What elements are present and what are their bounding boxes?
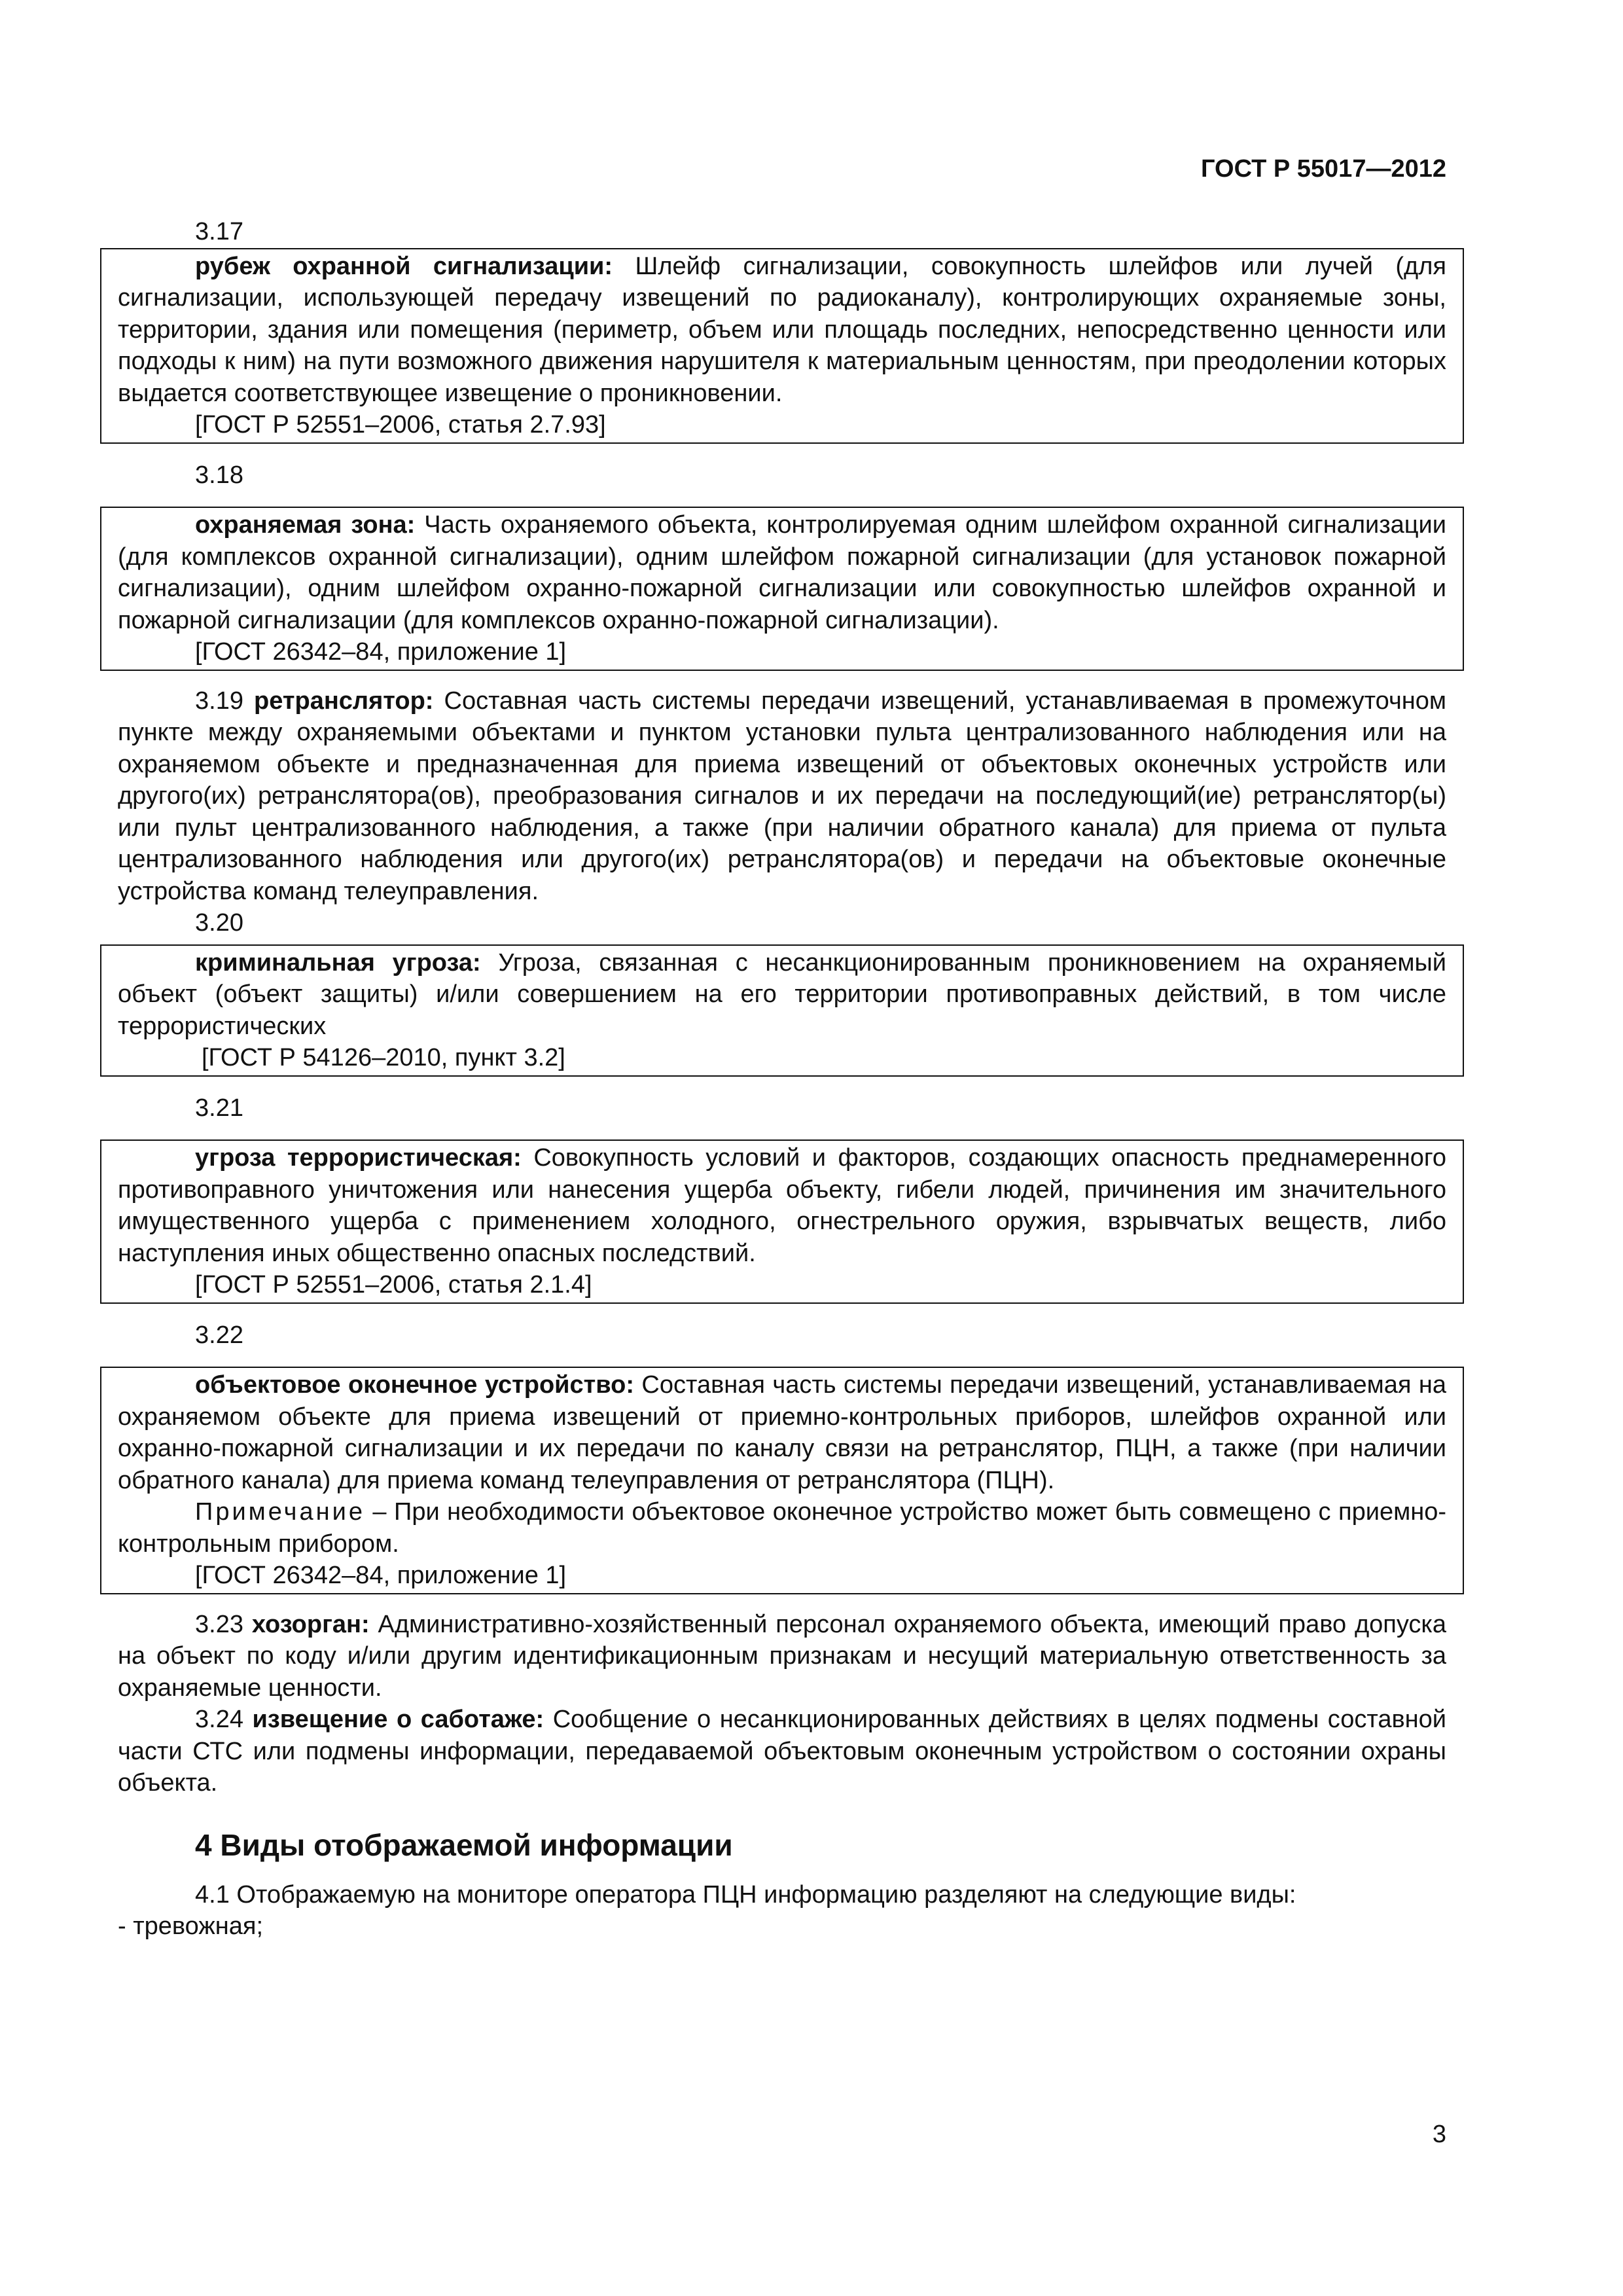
source-ref-3-22: [ГОСТ 26342–84, приложение 1]: [195, 1562, 567, 1589]
definition-text-3-24: [118, 1704, 1446, 1799]
definition-body-3-22: Составная часть системы передачи извещений, устанавливаемая на охраняемом объекте для приема извещений от приемно-контрольных приборов, шлейфов охранной или охранно-пожарной сигнализации и их передачи по каналу связи на ретранслятор, ПЦН, а также (при наличии обратного канала) для приема команд телеуправления от ретранслятора (ПЦН).: [118, 1371, 1446, 1494]
term-3-24: извещение о саботаже:: [252, 1706, 544, 1733]
page-number: 3: [1432, 2121, 1446, 2148]
page-content: [118, 216, 1446, 1943]
section-4-title: 4 Виды отображаемой информации: [195, 1827, 733, 1862]
term-3-18: охраняемая зона:: [195, 511, 416, 539]
definition-frame-3-22: [100, 1367, 1464, 1594]
definition-text-3-23: [118, 1609, 1446, 1704]
definition-body-3-24: Сообщение о несанкционированных действиях в целях подмены составной части СТС или подмены информации, передаваемой объектовым оконечным устройством о состоянии охраны объекта.: [118, 1706, 1447, 1797]
definition-text-3-20: [118, 947, 1446, 1043]
definition-body-3-21: Совокупность условий и факторов, создающих опасность преднамеренного противоправного уничтожения или нанесения ущерба объекту, гибели людей, причинения им значительного имущественного ущерба с применением холодного, огнестрельного оружия, взрывчатых веществ, либо наступления иных общественно опасных последствий.: [118, 1144, 1446, 1267]
term-3-22: объектовое оконечное устройство:: [195, 1371, 635, 1399]
document-code-header: ГОСТ Р 55017—2012: [1201, 155, 1446, 183]
note-3-22: [118, 1496, 1446, 1560]
term-3-19: ретранслятор:: [254, 687, 434, 715]
source-ref-3-17: [ГОСТ Р 52551–2006, статья 2.7.93]: [195, 411, 606, 439]
entry-number-3-24: 3.24: [195, 1706, 243, 1733]
entry-number-3-23: 3.23: [195, 1610, 243, 1638]
term-3-21: угроза террористическая:: [195, 1144, 522, 1172]
note-text-3-22: – При необходимости объектовое оконечное устройство может быть совмещено с приемно-контрольным прибором.: [118, 1498, 1446, 1558]
definition-text-3-21: [118, 1142, 1446, 1269]
term-3-20: криминальная угроза:: [195, 948, 481, 977]
entry-number-3-18: 3.18: [195, 461, 243, 489]
term-3-17: рубеж охранной сигнализации:: [195, 252, 613, 280]
definition-body-3-18: Часть охраняемого объекта, контролируемая одним шлейфом охранной сигнализации (для комплексов охранной сигнализации), одним шлейфом пожарной сигнализации (для установок пожарной сигнализации), одним шлейфом охранно-пожарной сигнализации или совокупностью шлейфов охранной и пожарной сигнализации (для комплексов охранно-пожарной сигнализации).: [118, 511, 1446, 634]
definition-text-3-18: [118, 509, 1446, 636]
entry-number-3-21: 3.21: [195, 1094, 243, 1122]
source-ref-3-20: [ГОСТ Р 54126–2010, пункт 3.2]: [202, 1044, 565, 1071]
source-ref-3-18: [ГОСТ 26342–84, приложение 1]: [195, 638, 567, 666]
paragraph-4-1: 4.1 Отображаемую на мониторе оператора ПЦН информацию разделяют на следующие виды:: [195, 1880, 1296, 1909]
definition-body-3-17: Шлейф сигнализации, совокупность шлейфов или лучей (для сигнализации, использующей передачу извещений по радиоканалу), контролирующих охраняемые зоны, территории, здания или помещения (периметр, объем или площадь последних, непосредственно ценности или подходы к ним) на пути возможного движения нарушителя к материальным ценностям, при преодолении которых выдается соответствующее извещение о проникновении.: [118, 252, 1446, 407]
definition-text-3-22: [118, 1369, 1446, 1496]
term-3-23: хозорган:: [251, 1610, 370, 1638]
list-item-alarm: - тревожная;: [118, 1912, 264, 1940]
definition-body-3-19: Составная часть системы передачи извещений, устанавливаемая в промежуточном пункте между охраняемыми объектами и пунктом установки пульта централизованного наблюдения или на охраняемом объекте и предназначенная для приема извещений от объектовых оконечных устройств или другого(их) ретранслятора(ов), преобразования сигналов и их передачи на последующий(ие) ретранслятор(ы) или пульт централизованного наблюдения, а также (при наличии обратного канала) для приема от пульта централизованного наблюдения или другого(их) ретранслятора(ов) и передачи на объектовые оконечные устройства команд телеуправления.: [118, 687, 1446, 905]
definition-body-3-23: Административно-хозяйственный персонал охраняемого объекта, имеющий право допуска на объект по коду и/или другим идентификационным признакам и несущий материальную ответственность за охраняемые ценности.: [118, 1610, 1446, 1702]
definition-text-3-17: [118, 251, 1446, 410]
definition-frame-3-17: [100, 248, 1464, 444]
definition-frame-3-21: [100, 1139, 1464, 1304]
definition-body-3-20: Угроза, связанная с несанкционированным проникновением на охраняемый объект (объект защиты) и/или совершением на его территории противоправных действий, в том числе террористических: [118, 948, 1446, 1040]
definition-text-3-19: [118, 685, 1446, 908]
entry-number-3-17: 3.17: [195, 218, 243, 245]
entry-number-3-20: 3.20: [195, 909, 243, 937]
entry-number-3-19: 3.19: [195, 687, 243, 715]
entry-number-3-22: 3.22: [195, 1321, 243, 1349]
source-ref-3-21: [ГОСТ Р 52551–2006, статья 2.1.4]: [195, 1271, 592, 1299]
definition-frame-3-20: [100, 944, 1464, 1077]
note-label-3-22: Примечание: [195, 1498, 365, 1526]
definition-frame-3-18: [100, 507, 1464, 671]
